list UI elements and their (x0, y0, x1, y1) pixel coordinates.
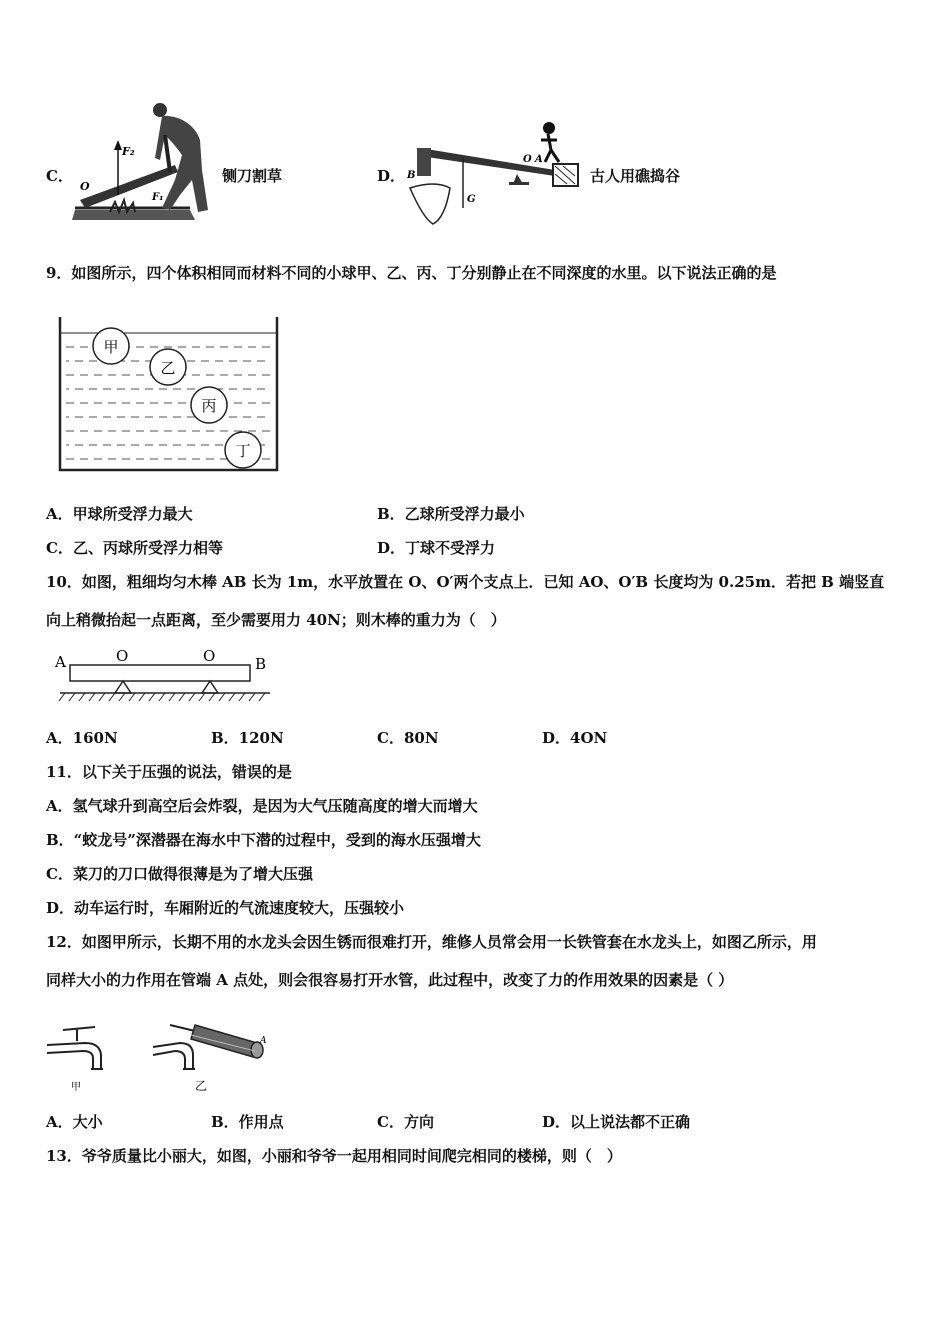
q9-option-c: C．乙、丙球所受浮力相等 (46, 539, 223, 557)
q8-option-c-letter: C． (46, 167, 73, 185)
q9-option-b: B．乙球所受浮力最小 (377, 505, 525, 523)
label-f1: F₁ (152, 192, 164, 203)
q11-option-d: D．动车运行时，车厢附近的气流速度较大，压强较小 (46, 899, 405, 917)
label-f2: F₂ (122, 145, 135, 158)
q9-figure-water-tank (56, 315, 281, 475)
q11-stem: 11．以下关于压强的说法，错误的是 (46, 763, 292, 781)
ball-ding: 丁 (235, 442, 251, 460)
ball-yi: 乙 (160, 359, 176, 377)
q12-option-d: D．以上说法都不正确 (542, 1113, 691, 1131)
q10-option-b: B．120N (211, 729, 284, 747)
q9-stem: 9．如图所示，四个体积相同而材料不同的小球甲、乙、丙、丁分别静止在不同深度的水里。以下说法正确的是 (46, 264, 777, 282)
q12-option-b: B．作用点 (211, 1113, 284, 1131)
label-o: O (80, 180, 90, 193)
q12-option-c: C．方向 (377, 1113, 434, 1131)
q10-option-d: D．4ON (542, 729, 608, 747)
q11-option-b: B．“蛟龙号”深潜器在海水中下潜的过程中，受到的海水压强增大 (46, 831, 481, 849)
q10-option-a: A．160N (46, 729, 118, 747)
ball-bing: 丙 (201, 397, 217, 415)
label-jia: 甲 (71, 1082, 81, 1093)
q12-stem-line1: 12．如图甲所示，长期不用的水龙头会因生锈而很难打开，维修人员常会用一长铁管套在水龙头上，如图乙所示，用 (46, 933, 817, 951)
q8-option-d-caption: 古人用礁捣谷 (590, 167, 681, 185)
label-b: B (255, 655, 267, 673)
label-a: A (260, 1036, 267, 1046)
q13-stem: 13．爷爷质量比小丽大，如图，小丽和爷爷一起用相同时间爬完相同的楼梯，则（ ） (46, 1147, 622, 1165)
label-o1: O (116, 647, 129, 665)
label-o2: O (203, 647, 216, 665)
q12-figure-faucets (45, 1005, 275, 1095)
q9-option-a: A．甲球所受浮力最大 (46, 505, 193, 523)
q8-option-c-caption: 铡刀割草 (222, 167, 283, 185)
label-b: B (407, 170, 416, 181)
q10-stem-line1: 10．如图，粗细均匀木棒 AB 长为 1m，水平放置在 O、O′两个支点上．已知 AO、O′B 长度均为 0.25m．若把 B 端竖直 (46, 573, 885, 591)
q10-figure-rod-supports (55, 645, 275, 705)
q12-stem-line2: 同样大小的力作用在管端 A 点处，则会很容易打开水管，此过程中，改变了力的作用效果的因素是（ ） (46, 971, 734, 989)
label-a: A (55, 653, 66, 671)
q11-option-c: C．菜刀的刀口做得很薄是为了增大压强 (46, 865, 313, 883)
q11-option-a: A．氢气球升到高空后会炸裂，是因为大气压随高度的增大而增大 (46, 797, 478, 815)
q9-option-d: D．丁球不受浮力 (377, 539, 496, 557)
ball-jia: 甲 (103, 338, 119, 356)
q8-option-d-letter: D． (377, 167, 406, 185)
label-yi: 乙 (195, 1079, 208, 1093)
q10-option-c: C．80N (377, 729, 439, 747)
q12-option-a: A．大小 (46, 1113, 103, 1131)
q10-stem-line2: 向上稍微抬起一点距离，至少需要用力 40N；则木棒的重力为（ ） (46, 611, 506, 629)
label-o2: O (523, 154, 532, 165)
label-g: G (467, 194, 476, 205)
label-a: A (535, 154, 543, 165)
q8-figure-grain-pounder (405, 118, 585, 228)
q8-figure-chaff-cutter (70, 100, 220, 225)
